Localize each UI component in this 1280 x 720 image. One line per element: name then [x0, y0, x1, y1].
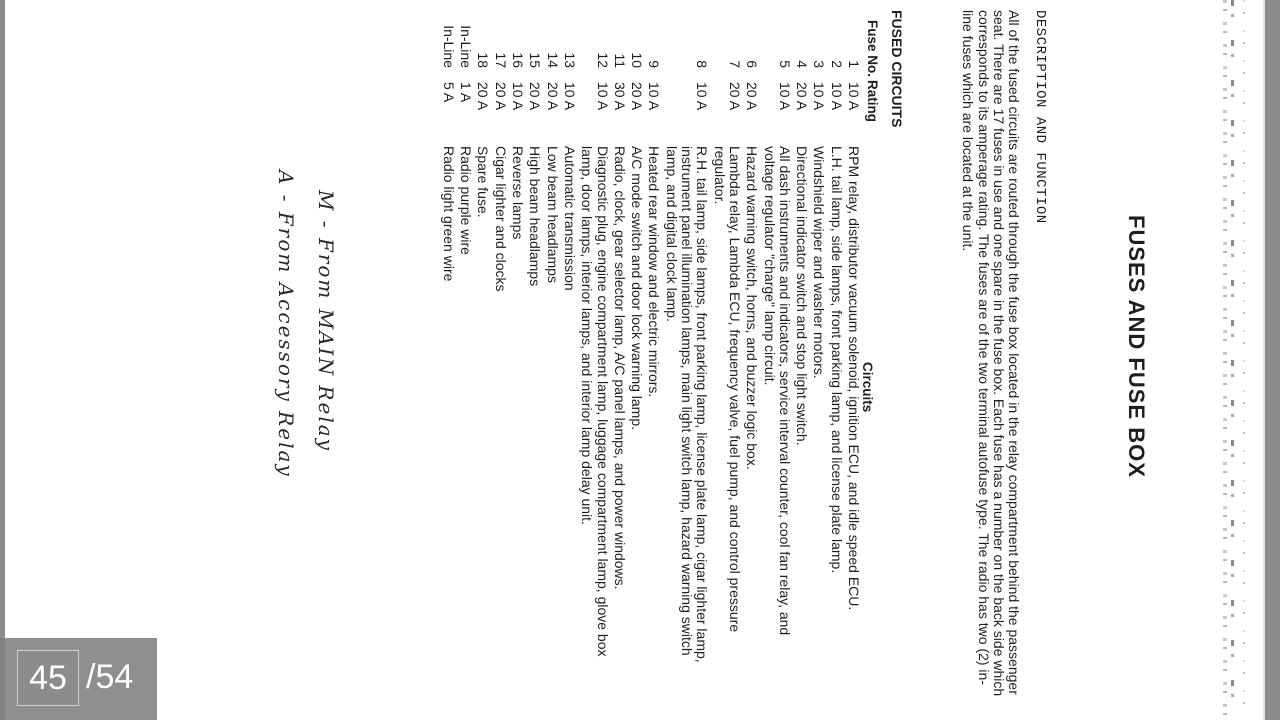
- fuse-circuit: Lambda relay, Lambda ECU, frequency valve, fuel pump, and control pressure regulator.: [711, 146, 743, 633]
- fuse-row: [492, 10, 507, 710]
- fuse-row: [475, 10, 490, 710]
- fuse-circuit: Low beam headlamps: [544, 146, 561, 283]
- column-header-rating: Rating: [865, 80, 880, 122]
- fuse-number: 4: [794, 60, 811, 68]
- fuse-rating: 20 A: [475, 82, 492, 111]
- fused-circuits-heading: FUSED CIRCUITS: [889, 10, 905, 128]
- fuse-number: 17: [492, 52, 509, 68]
- rotated-document: [253, 10, 1265, 710]
- fuse-number: 14: [544, 52, 561, 68]
- fuse-number: 18: [475, 52, 492, 68]
- fuse-rating: 20 A: [629, 82, 646, 111]
- fuse-circuit: Cigar lighter and clocks: [492, 146, 509, 292]
- fuse-rating: 5 A: [440, 82, 457, 103]
- fuse-table: [441, 10, 861, 710]
- fuse-rating: 10 A: [561, 82, 578, 111]
- fuse-number: 11: [611, 53, 628, 68]
- fuse-circuit: Windshield wiper and washer motors.: [811, 146, 828, 379]
- fuse-rating: 20 A: [794, 82, 811, 111]
- fuse-number: 13: [561, 52, 578, 68]
- fuse-number: 16: [510, 52, 527, 68]
- page-number-input[interactable]: 45: [17, 650, 79, 706]
- fuse-row: [646, 10, 661, 710]
- scanned-page: [5, 0, 1265, 720]
- fuse-circuit: L.H. tail lamp, side lamps, front parking lamp, and license plate lamp.: [828, 146, 845, 574]
- fuse-number: 3: [811, 60, 828, 68]
- fuse-row: [544, 10, 559, 710]
- fuse-circuit: RPM relay, distributor vacuum solenoid, ignition ECU, and idle speed ECU.: [846, 146, 862, 611]
- fuse-rating: 10 A: [776, 82, 793, 111]
- fuse-number: 7: [726, 60, 743, 68]
- fuse-row: [744, 10, 759, 710]
- fuse-number: In-Line: [458, 25, 475, 68]
- document-title: FUSES AND FUSE BOX: [1124, 215, 1149, 478]
- fuse-circuit: All dash instruments and indicators, service interval counter, cool fan relay, and voltage regulator "charge" lamp circuit.: [761, 146, 793, 636]
- column-header-fuse-no: Fuse No.: [865, 20, 880, 78]
- fuse-row: [794, 10, 809, 710]
- page-counter: [0, 638, 157, 720]
- fuse-rating: 20 A: [744, 82, 761, 111]
- fuse-rating: 30 A: [611, 82, 628, 111]
- fuse-number: 8: [694, 60, 711, 68]
- fuse-row: [711, 10, 742, 710]
- fuse-row: [828, 10, 843, 710]
- fuse-circuit: High beam headlamps: [527, 146, 544, 287]
- fuse-rating: 10 A: [846, 82, 862, 111]
- fuse-row: [663, 10, 709, 710]
- column-header-circuits: Circuits: [860, 362, 875, 413]
- fuse-circuit: Hazard warning switch, horns, and buzzer logic box.: [744, 146, 761, 470]
- fuse-number: 9: [646, 60, 663, 68]
- fuse-rating: 1 A: [458, 82, 475, 103]
- fuse-row: [458, 10, 473, 710]
- fuse-circuit: Reverse lamps: [510, 146, 527, 240]
- fuse-row: [612, 10, 627, 710]
- handwritten-legend: A - From Accessory Relay: [274, 170, 298, 478]
- fuse-circuit: Diagnostic plug, engine compartment lamp, luggage compartment lamp, glove box lamp, door lamps, interior lamps, and interior lamp delay unit.: [579, 146, 611, 657]
- fuse-number: 15: [527, 52, 544, 68]
- fuse-circuit: Heated rear window and electric mirrors.: [646, 146, 663, 398]
- fuse-row: [562, 10, 577, 710]
- page-total-label: /54: [86, 658, 134, 696]
- fuse-rating: 10 A: [510, 82, 527, 111]
- fuse-circuit: Radio light green wire: [440, 146, 457, 282]
- fuse-row: [579, 10, 610, 710]
- fuse-number: 12: [594, 52, 611, 68]
- fuse-row: [811, 10, 826, 710]
- fuse-circuit: Spare fuse.: [475, 146, 492, 218]
- intro-paragraph: All of the fused circuits are routed through the fuse box located in the relay compartment behind the passenger seat. There are 17 fuses in use and one spare in the fuse box. Each fuse has a number on the back side which corresponds to its amperage rating. The fuses are of the two terminal autofuse type. The radio has two (2) in-line fuses which are located at the unit.: [960, 10, 1022, 697]
- fuse-number: 1: [846, 60, 862, 68]
- fuse-rating: 20 A: [726, 82, 743, 111]
- section-heading: DESCRIPTION AND FUNCTION: [1032, 10, 1048, 224]
- fuse-number: 10: [629, 52, 646, 68]
- fuse-row: [510, 10, 525, 710]
- fuse-rating: 20 A: [544, 82, 561, 111]
- fuse-row: [527, 10, 542, 710]
- fuse-row: [846, 10, 861, 710]
- fuse-row: [441, 10, 456, 710]
- fuse-row: [761, 10, 792, 710]
- fuse-number: 6: [744, 60, 761, 68]
- fuse-number: 5: [776, 60, 793, 68]
- fuse-rating: 20 A: [527, 82, 544, 111]
- fuse-circuit: A/C mode switch and door lock warning lamp.: [629, 146, 646, 431]
- fuse-rating: 10 A: [811, 82, 828, 111]
- fuse-circuit: Radio purple wire: [458, 146, 475, 255]
- fuse-circuit: Directional indicator switch and stop light switch.: [794, 146, 811, 446]
- fuse-circuit: Radio, clock, gear selector lamp, A/C panel lamps, and power windows.: [611, 146, 628, 590]
- fuse-rating: 10 A: [828, 82, 845, 111]
- fuse-row: [629, 10, 644, 710]
- fuse-rating: 10 A: [694, 82, 711, 111]
- fuse-rating: 10 A: [594, 82, 611, 111]
- fuse-number: In-Line: [440, 25, 457, 68]
- fuse-rating: 10 A: [646, 82, 663, 111]
- fuse-circuit: Automatic transmission: [561, 146, 578, 291]
- fuse-number: 2: [828, 60, 845, 68]
- fuse-rating: 20 A: [492, 82, 509, 111]
- fuse-circuit: R.H. tail lamp, side lamps, front parking lamp, license plate lamp, cigar lighter lamp, instrument panel illumination lamps, main light switch lamp, hazard warning switch lamp, and digital clock lamp.: [663, 146, 711, 663]
- handwritten-legend: M - From MAIN Relay: [314, 190, 338, 452]
